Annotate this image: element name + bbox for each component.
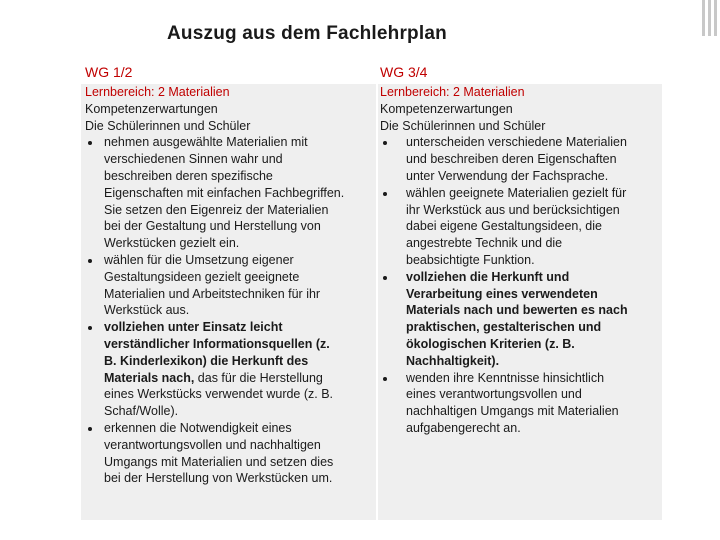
list-item: erkennen die Notwendigkeit eines verantwortungsvollen und nachhaltigen Umgangs mit Materialien und setzen dies bei der Herstellung von Werkstücken um. — [85, 420, 376, 487]
list-item: wählen geeignete Materialien gezielt für ihr Werkstück aus und berücksichtigen dabei eigene Gestaltungsideen, die angestrebte Technik und die beabsichtigte Funktion. — [380, 185, 662, 269]
decorative-stripes — [702, 0, 720, 36]
list-item: unterscheiden verschiedene Materialien und beschreiben deren Eigenschaften unter Verwendung der Fachsprache. — [380, 134, 662, 184]
competence-heading: Kompetenzerwartungen — [85, 101, 218, 116]
list-item: nehmen ausgewählte Materialien mit verschiedenen Sinnen wahr und beschreiben deren spezifische Eigenschaften mit einfachen Fachbegriffen. Sie setzen den Eigenreiz der Materialien bei der Gestaltung und Herstellung von Werkstücken gezielt ein. — [85, 134, 376, 252]
column-body — [378, 84, 662, 437]
column-body — [81, 84, 376, 487]
column-wg-3-4 — [378, 60, 662, 520]
competence-list — [85, 134, 376, 487]
intro-text: Die Schülerinnen und Schüler — [380, 118, 546, 133]
list-item: wenden ihre Kenntnisse hinsichtlich eines verantwortungsvollen und nachhaltigen Umgangs mit Materialien aufgabengerecht an. — [380, 370, 662, 437]
column-header: WG 1/2 — [81, 60, 376, 84]
page-title: Auszug aus dem Fachlehrplan — [167, 23, 447, 44]
column-header: WG 3/4 — [378, 60, 662, 84]
column-wg-1-2 — [81, 60, 376, 520]
competence-list — [380, 134, 662, 436]
learning-area: Lernbereich: 2 Materialien — [380, 85, 525, 99]
list-item: wählen für die Umsetzung eigener Gestaltungsideen gezielt geeignete Materialien und Arbeitstechniken für ihr Werkstück aus. — [85, 252, 376, 319]
list-item: vollziehen unter Einsatz leicht verständlicher Informationsquellen (z. B. Kinderlexikon) die Herkunft des Materials nach, das für die Herstellung eines Werkstücks verwendet wurde (z. B. Schaf/Wolle). — [85, 319, 376, 420]
list-item: vollziehen die Herkunft und Verarbeitung eines verwendeten Materials nach und bewerten es nach praktischen, gestalterischen und ökologischen Kriterien (z. B. Nachhaltigkeit). — [380, 269, 662, 370]
learning-area: Lernbereich: 2 Materialien — [85, 85, 230, 99]
competence-heading: Kompetenzerwartungen — [380, 101, 513, 116]
curriculum-table — [81, 60, 662, 520]
intro-text: Die Schülerinnen und Schüler — [85, 118, 251, 133]
